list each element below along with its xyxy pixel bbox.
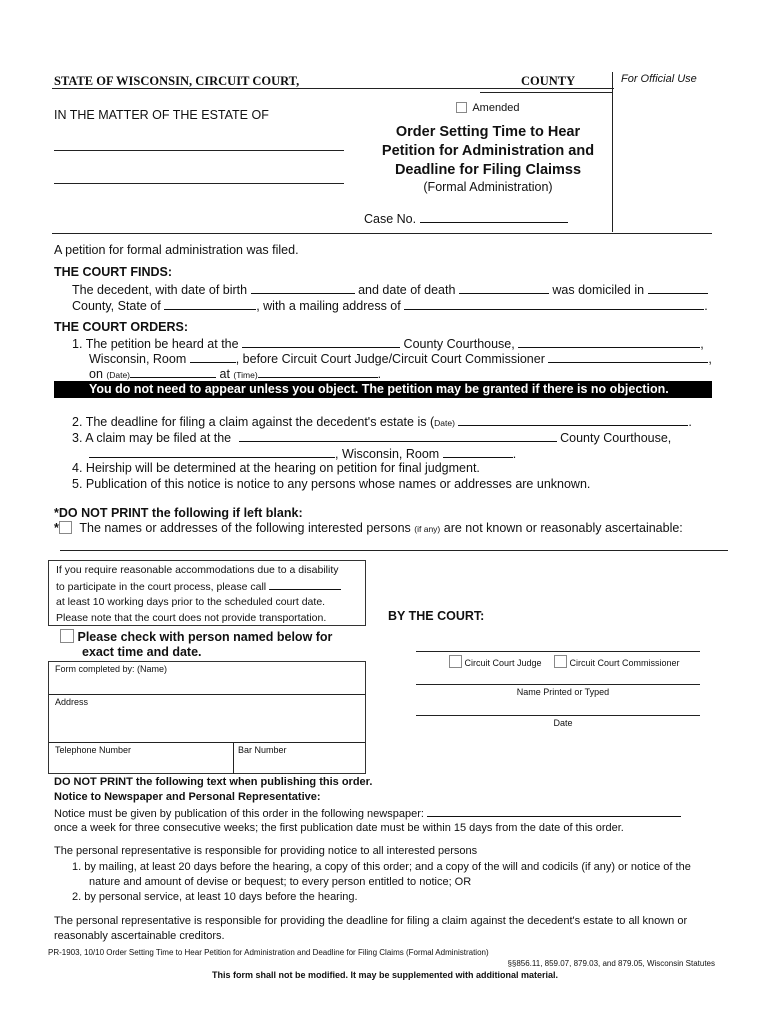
unknown-persons-row [54,521,683,535]
judge-checkbox[interactable] [449,655,462,668]
footer-form-id: PR-1903, 10/10 Order Setting Time to Hear Petition for Administration and Deadline for Filing Claims (Formal Administration) [48,948,489,957]
decedent-name-line-1[interactable] [54,150,344,151]
room-label: Wisconsin, Room [89,352,187,366]
hearing-time-field[interactable] [258,366,378,378]
pr-item-1-cont: nature and amount of devise or bequest; to every person entitled to notice; OR [89,876,472,888]
pr-claims-line-1: The personal representative is responsible for providing the deadline for filing a claim against the decedent's estate to all known or [54,915,688,927]
contact-divider-3 [233,742,234,774]
order-1-line-3 [89,366,381,381]
case-number-field[interactable] [420,211,568,223]
order-5 [72,477,590,491]
amended-checkbox[interactable] [456,102,467,113]
accommodation-line-3: at least 10 working days prior to the scheduled court date. [56,596,326,608]
room-label: , Wisconsin, Room [335,447,440,461]
period: . [688,415,692,429]
commissioner-label: Circuit Court Commissioner [569,658,680,668]
case-number-row [364,211,568,226]
domiciled-label: was domiciled in [552,283,645,297]
order-3-line-2 [89,446,516,461]
order-4-text: Heirship will be determined at the hearing on petition for final judgment. [85,461,480,475]
name-printed-label: Name Printed or Typed [516,687,610,697]
period: . [377,367,382,381]
check-person-row [60,629,332,644]
name-printed-line[interactable] [416,684,700,685]
claim-deadline-label: The deadline for filing a claim against the decedent's estate is ( [85,415,435,429]
courthouse-label: County Courthouse, [560,431,672,445]
address-label: Address [55,697,89,707]
courthouse-address-field[interactable] [518,336,700,348]
pr-item-2 [72,891,358,903]
signature-date-label: Date [553,718,573,728]
asterisk: * [54,521,59,535]
form-subtitle: (Formal Administration) [423,180,553,194]
date-hint: (Date) [106,370,131,380]
court-county-line [52,88,614,89]
signature-date-line[interactable] [416,715,700,716]
comma: , [708,352,712,366]
domicile-county-field[interactable] [648,282,708,294]
order-1-line-1 [72,336,704,351]
order-5-number: 5. [72,477,83,491]
do-not-print-heading: *DO NOT PRINT the following if left blank: [54,506,303,520]
decedent-name-line-2[interactable] [54,183,344,184]
check-person-label: Please check with person named below for [77,630,333,644]
footer-statutes: §§856.11, 859.07, 879.03, and 879.05, Wisconsin Statutes [507,959,715,968]
judge-commissioner-label: , before Circuit Court Judge/Circuit Court Commissioner [235,352,545,366]
claim-county-field[interactable] [239,430,557,442]
order-2 [72,414,692,429]
header-right-line [480,92,612,93]
order-1-number: 1. [72,337,83,351]
accommodation-line-2 [56,579,365,596]
period: . [512,447,517,461]
judge-label: Circuit Court Judge [464,658,542,668]
accommodation-phone-field[interactable] [269,579,341,590]
title-line-1: Order Setting Time to Hear [395,124,581,140]
publication-line-1 [54,806,681,820]
pr-item-1-number: 1. [72,861,82,873]
judge-option[interactable] [449,655,542,668]
pr-claims-line-2: reasonably ascertainable creditors. [54,930,225,942]
pr-notice-intro: The personal representative is responsible for providing notice to all interested persons [54,845,478,857]
at-label: at [219,367,230,381]
hearing-date-field[interactable] [130,366,216,378]
claim-filed-label: A claim may be filed at the [85,431,232,445]
finds-line-2 [72,298,708,313]
contact-box [48,661,366,774]
state-label: County, State of [72,299,161,313]
footer-notice: This form shall not be modified. It may be supplemented with additional material. [211,970,559,980]
hearing-location-label: The petition be heard at the [85,337,239,351]
pr-item-2-text: by personal service, at least 10 days before the hearing. [84,891,358,903]
unknown-persons-label-end: are not known or reasonably ascertainable: [443,521,683,535]
publication-dnp: DO NOT PRINT the following text when publishing this order. [54,776,373,788]
by-the-court-label: BY THE COURT: [388,609,485,623]
matter-of-label: IN THE MATTER OF THE ESTATE OF [54,108,269,122]
period: . [704,299,708,313]
unknown-persons-checkbox[interactable] [59,521,72,534]
title-line-3: Deadline for Filing Claimss [394,162,582,178]
pr-item-2-number: 2. [72,891,82,903]
claim-address-field[interactable] [89,446,335,458]
telephone-label: Telephone Number [55,745,132,755]
court-orders-heading: THE COURT ORDERS: [54,320,189,334]
county-label: COUNTY [521,74,576,88]
contact-divider-1 [49,694,365,695]
time-hint: (Time) [233,370,258,380]
publication-heading: Notice to Newspaper and Personal Representative: [54,791,321,803]
accommodation-box [48,560,366,626]
order-3-number: 3. [72,431,83,445]
unknown-persons-label: The names or addresses of the following interested persons [79,521,411,535]
if-any-hint: (if any) [414,524,441,534]
unknown-persons-line[interactable] [60,550,728,551]
room-field[interactable] [190,351,236,363]
judge-name-field[interactable] [548,351,708,363]
dod-label: and date of death [358,283,456,297]
publication-line-2: once a week for three consecutive weeks; the first publication date must be within 15 days from the date of this order. [54,822,624,834]
mailing-address-field[interactable] [404,298,704,310]
state-field[interactable] [164,298,256,310]
dob-label: The decedent, with date of birth [72,283,248,297]
order-2-number: 2. [72,415,83,429]
court-name: STATE OF WISCONSIN, CIRCUIT COURT, [54,74,300,88]
newspaper-field[interactable] [427,806,681,817]
claim-deadline-field[interactable] [458,414,688,426]
header-bottom-line [52,233,712,234]
claim-room-field[interactable] [443,446,513,458]
finds-line-1 [72,282,708,297]
contact-divider-2 [49,742,365,743]
hearing-county-field[interactable] [242,336,400,348]
newspaper-label: Notice must be given by publication of this order in the following newspaper: [54,808,424,820]
pr-item-1 [72,861,691,873]
form-completed-label: Form completed by: (Name) [55,664,168,674]
signature-line[interactable] [416,651,700,652]
accommodation-call-label: to participate in the court process, please call [56,580,267,593]
no-appearance-banner: You do not need to appear unless you object. The petition may be granted if there is no objection. [54,381,712,398]
commissioner-option[interactable] [554,655,680,668]
amended-row[interactable] [456,100,519,114]
comma: , [700,337,704,351]
accommodation-line-4: Please note that the court does not provide transportation. [56,611,327,624]
order-5-text: Publication of this notice is notice to any persons whose names or addresses are unknown. [85,477,591,491]
form-title [362,123,614,180]
on-label: on [89,367,103,381]
commissioner-checkbox[interactable] [554,655,567,668]
date-hint: Date) [434,418,455,428]
mailing-address-label: , with a mailing address of [256,299,401,313]
bar-number-label: Bar Number [238,745,287,755]
order-3-line-1 [72,430,671,445]
order-4 [72,461,480,475]
order-1-line-2 [89,351,712,366]
court-finds-heading: THE COURT FINDS: [54,265,173,279]
check-person-checkbox[interactable] [60,629,74,643]
order-4-number: 4. [72,461,83,475]
pr-item-1-text: by mailing, at least 20 days before the hearing, a copy of this order; and a copy of the will and codicils (if any) or notice of the [84,861,691,873]
date-of-death-field[interactable] [459,282,549,294]
accommodation-line-1: If you require reasonable accommodations due to a disability [56,564,339,576]
case-number-label: Case No. [364,212,417,226]
courthouse-label: County Courthouse, [403,337,515,351]
date-of-birth-field[interactable] [251,282,355,294]
petition-filed-text: A petition for formal administration was filed. [54,243,299,257]
official-use-label: For Official Use [621,73,697,85]
check-person-label-2: exact time and date. [82,645,202,659]
title-line-2: Petition for Administration and [381,143,595,159]
amended-label: Amended [472,102,520,114]
